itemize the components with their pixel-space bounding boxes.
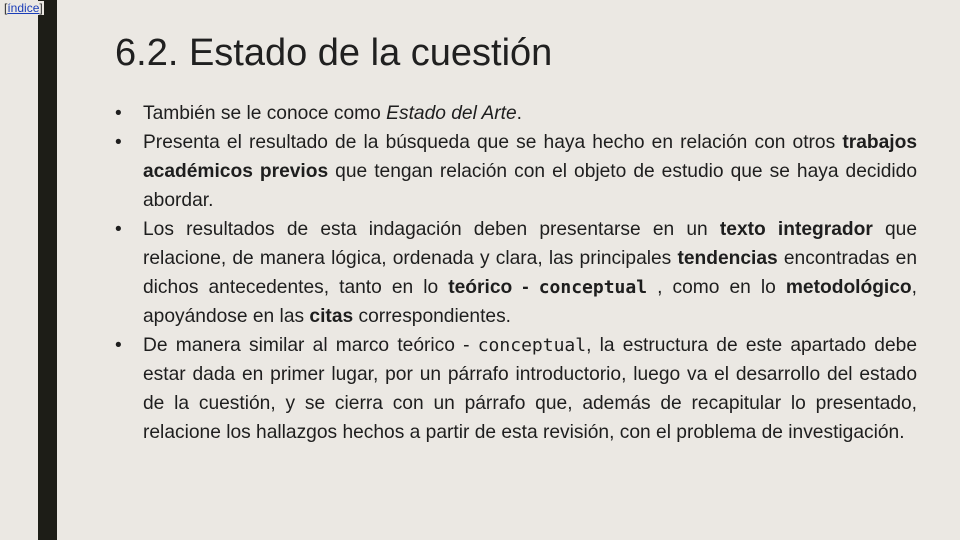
bullet-1-end: . [516,103,522,124]
bullet-2-end: que tengan relación con el objeto de estudio que se haya decidido abordar. [143,161,917,211]
bullet-3-text-f: correspondientes. [353,306,512,327]
bullet-3-bold-teorico: teórico - [448,277,539,298]
bullet-3-bold-tendencias: tendencias [677,248,778,269]
bullet-item-2 [115,128,917,215]
side-accent-bar [38,0,57,540]
bullet-3-text-a: Los resultados de esta indagación deben presentarse en un [143,219,720,240]
bullet-item-3 [115,215,917,331]
bullet-3-bold-conceptual: conceptual [538,277,648,298]
bullet-1-text: También se le conoce como [143,103,387,124]
bullet-list [115,99,917,447]
index-link[interactable]: índice [7,1,40,15]
bullet-3-bold-texto-integrador: texto integrador [719,219,873,240]
bullet-3-text-b: que relacione, de manera lógica, ordenada y clara, las principales [143,219,917,269]
bullet-4-mono-conceptual: conceptual [477,335,587,356]
bullet-3-text-c: encontradas en dichos antecedentes, tanto en lo [143,248,917,298]
bullet-1-italic: Estado del Arte [386,103,517,124]
bullet-item-4 [115,331,917,447]
bullet-4-text-b: , la estructura de este apartado debe estar dada en primer lugar, por un párrafo introductorio, luego va el desarrollo del estado de la cuestión, y se cierra con un párrafo que, además de recapitular lo presentado, relacione los hallazgos hechos a partir de esta revisión, con el problema de investigación. [143,335,917,443]
bullet-4-text-a: De manera similar al marco teórico - [143,335,478,356]
index-nav [3,1,44,15]
bullet-3-text-d: , como en lo [647,277,786,298]
bullet-2-text: Presenta el resultado de la búsqueda que se haya hecho en relación con otros [143,132,843,153]
slide-title: 6.2. Estado de la cuestión [115,32,553,74]
bracket-open: [ [4,1,8,15]
bracket-close: ] [39,1,43,15]
bullet-3-bold-metodologico: metodológico [785,277,912,298]
bullet-2-bold: trabajos académicos previos [143,132,917,182]
bullet-3-text-e: , apoyándose en las [143,277,917,327]
bullet-3-bold-citas: citas [309,306,354,327]
bullet-item-1 [115,99,917,128]
